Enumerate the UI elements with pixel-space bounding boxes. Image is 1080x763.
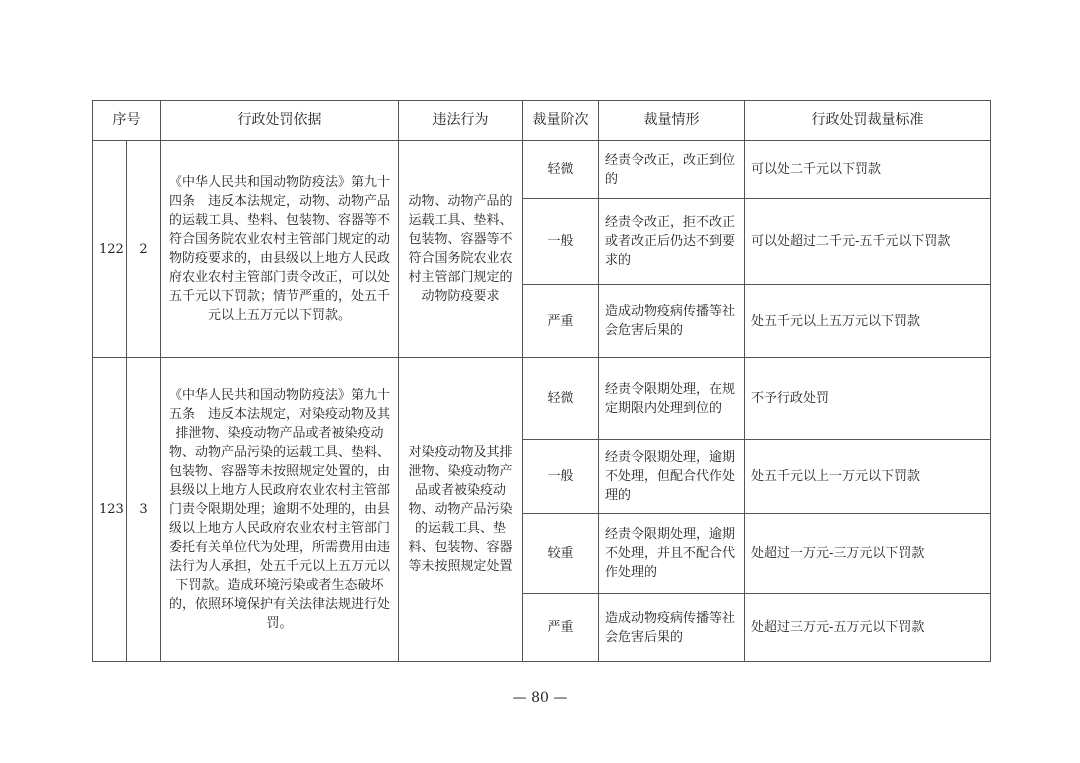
discretion-situation: 经责令限期处理，在规定期限内处理到位的 — [599, 358, 745, 440]
discretion-situation: 经责令改正，改正到位的 — [599, 141, 745, 199]
discretion-level: 较重 — [523, 514, 599, 594]
table-row — [93, 141, 991, 199]
header-discretion-level: 裁量阶次 — [523, 101, 599, 141]
header-discretion-situation: 裁量情形 — [599, 101, 745, 141]
header-penalty-basis: 行政处罚依据 — [161, 101, 399, 141]
penalty-standard: 处五千元以上一万元以下罚款 — [745, 440, 991, 514]
discretion-level: 轻微 — [523, 358, 599, 440]
illegal-act-text: 对染疫动物及其排泄物、染疫动物产品或者被染疫动物、动物产品污染的运载工具、垫料、包装物、容器等未按照规定处置 — [399, 358, 523, 662]
penalty-standard: 可以处超过二千元-五千元以下罚款 — [745, 199, 991, 285]
penalty-standard: 处超过三万元-五万元以下罚款 — [745, 594, 991, 662]
penalty-basis-text: 《中华人民共和国动物防疫法》第九十五条 违反本法规定，对染疫动物及其排泄物、染疫动物产品或者被染疫动物、动物产品污染的运载工具、垫料、包装物、容器等未按照规定处置的，由县级以上地方人民政府农业农村主管部门责令限期处理；逾期不处理的，由县级以上地方人民政府农业农村主管部门委托有关单位代为处理，所需费用由违法行为人承担，处五千元以上五万元以下罚款。造成环境污染或者生态破坏的，依照环境保护有关法律法规进行处罚。 — [161, 358, 399, 662]
penalty-basis-text: 《中华人民共和国动物防疫法》第九十四条 违反本法规定，动物、动物产品的运载工具、垫料、包装物、容器等不符合国务院农业农村主管部门规定的动物防疫要求的，由县级以上地方人民政府农业农村主管部门责令改正，可以处五千元以下罚款；情节严重的，处五千元以上五万元以下罚款。 — [161, 141, 399, 358]
discretion-level: 一般 — [523, 199, 599, 285]
penalty-standard: 可以处二千元以下罚款 — [745, 141, 991, 199]
discretion-situation: 经责令限期处理，逾期不处理，但配合代作处理的 — [599, 440, 745, 514]
penalty-standard: 不予行政处罚 — [745, 358, 991, 440]
discretion-situation: 造成动物疫病传播等社会危害后果的 — [599, 594, 745, 662]
discretion-level: 严重 — [523, 285, 599, 358]
discretion-level: 一般 — [523, 440, 599, 514]
discretion-situation: 经责令限期处理，逾期不处理，并且不配合代作处理的 — [599, 514, 745, 594]
penalty-standard: 处超过一万元-三万元以下罚款 — [745, 514, 991, 594]
table-row — [93, 358, 991, 440]
entry-sub-number: 2 — [127, 141, 161, 358]
entry-number: 123 — [93, 358, 127, 662]
header-row — [93, 101, 991, 141]
header-penalty-standard: 行政处罚裁量标准 — [745, 101, 991, 141]
discretion-level: 轻微 — [523, 141, 599, 199]
discretion-situation: 造成动物疫病传播等社会危害后果的 — [599, 285, 745, 358]
illegal-act-text: 动物、动物产品的运载工具、垫料、包装物、容器等不符合国务院农业农村主管部门规定的动物防疫要求 — [399, 141, 523, 358]
page-number: — 80 — — [512, 690, 568, 706]
entry-number: 122 — [93, 141, 127, 358]
discretion-level: 严重 — [523, 594, 599, 662]
header-serial-number: 序号 — [93, 101, 161, 141]
penalty-table — [92, 100, 991, 662]
header-illegal-act: 违法行为 — [399, 101, 523, 141]
discretion-situation: 经责令改正，拒不改正或者改正后仍达不到要求的 — [599, 199, 745, 285]
penalty-standard: 处五千元以上五万元以下罚款 — [745, 285, 991, 358]
entry-sub-number: 3 — [127, 358, 161, 662]
